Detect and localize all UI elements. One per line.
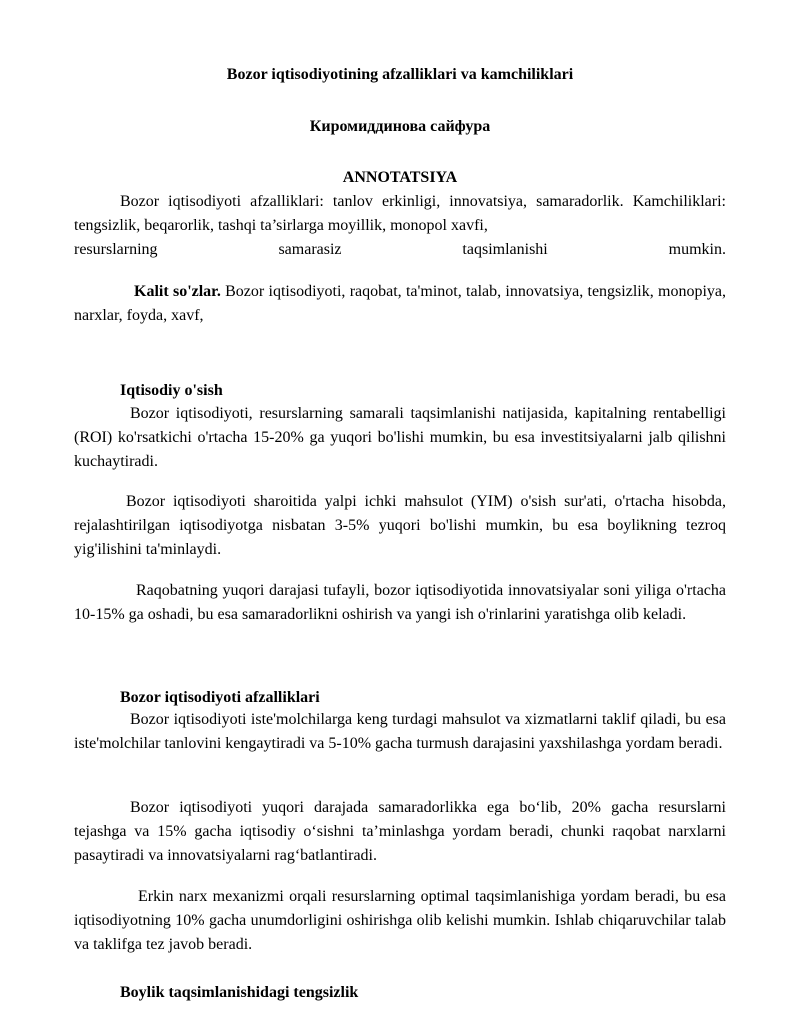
annotation-heading: ANNOTATSIYA <box>342 169 458 186</box>
section-2-paragraph-1: Bozor iqtisodiyoti iste'molchilarga keng turdagi mahsulot va xizmatlarni taklif qiladi, bu esa iste'molchilar tanlovini kengaytiradi va 5-10% gacha turmush darajasini yaxshilashga yordam beradi. <box>74 711 726 752</box>
section-2-paragraph-2: Bozor iqtisodiyoti yuqori darajada samaradorlikka ega bo‘lib, 20% gacha resurslarni tejashga va 15% gacha iqtisodiy o‘sishni ta’minlashga yordam beradi, chunki raqobat narxlarni pasaytiradi va innovatsiyalarni rag‘batlantiradi. <box>74 799 726 864</box>
section-2-paragraph-3: Erkin narx mexanizmi orqali resurslarning optimal taqsimlanishiga yordam beradi, bu esa iqtisodiyotning 10% gacha unumdorligini oshirishga olib kelishi mumkin. Ishlab chiqaruvchilar talab va taklifga tez javob beradi. <box>74 888 726 953</box>
section-heading-economic-growth: Iqtisodiy o'sish <box>120 382 223 399</box>
author-name: Киромиддинова сайфура <box>309 118 491 135</box>
annotation-paragraph <box>74 190 726 262</box>
section-1-paragraph-3: Raqobatning yuqori darajasi tufayli, bozor iqtisodiyotida innovatsiyalar soni yiliga o'rtacha 10-15% ga oshadi, bu esa samaradorlikni oshirish va yangi ish o'rinlarini yaratishga olib keladi. <box>74 582 726 623</box>
keywords-text: Bozor iqtisodiyoti, raqobat, ta'minot, talab, innovatsiya, tengsizlik, monopiya, narxlar, foyda, xavf, <box>74 283 726 324</box>
annotation-text-last-line: resurslarning samarasiz taqsimlanishi mumkin. <box>74 241 726 258</box>
section-heading-market-advantages: Bozor iqtisodiyoti afzalliklari <box>120 689 320 706</box>
annotation-text: Bozor iqtisodiyoti afzalliklari: tanlov erkinligi, innovatsiya, samaradorlik. Kamchiliklari: tengsizlik, beqarorlik, tashqi ta’sirlarga moyillik, monopol xavfi, <box>74 193 726 234</box>
keywords-label: Kalit so'zlar. <box>134 283 221 300</box>
section-heading-wealth-inequality: Boylik taqsimlanishidagi tengsizlik <box>120 984 359 1001</box>
keywords-paragraph <box>74 280 726 328</box>
document-title: Bozor iqtisodiyotining afzalliklari va kamchiliklari <box>226 66 574 83</box>
section-1-paragraph-1: Bozor iqtisodiyoti, resurslarning samarali taqsimlanishi natijasida, kapitalning rentabelligi (ROI) ko'rsatkichi o'rtacha 15-20% ga yuqori bo'lishi mumkin, bu esa investitsiyalarni jalb qilishni kuchaytiradi. <box>74 405 726 470</box>
section-1-paragraph-2: Bozor iqtisodiyoti sharoitida yalpi ichki mahsulot (YIM) o'sish sur'ati, o'rtacha hisobda, rejalashtirilgan iqtisodiyotga nisbatan 3-5% yuqori bo'lishi mumkin, bu esa boylikning tezroq yig'ilishini ta'minlaydi. <box>74 493 726 558</box>
